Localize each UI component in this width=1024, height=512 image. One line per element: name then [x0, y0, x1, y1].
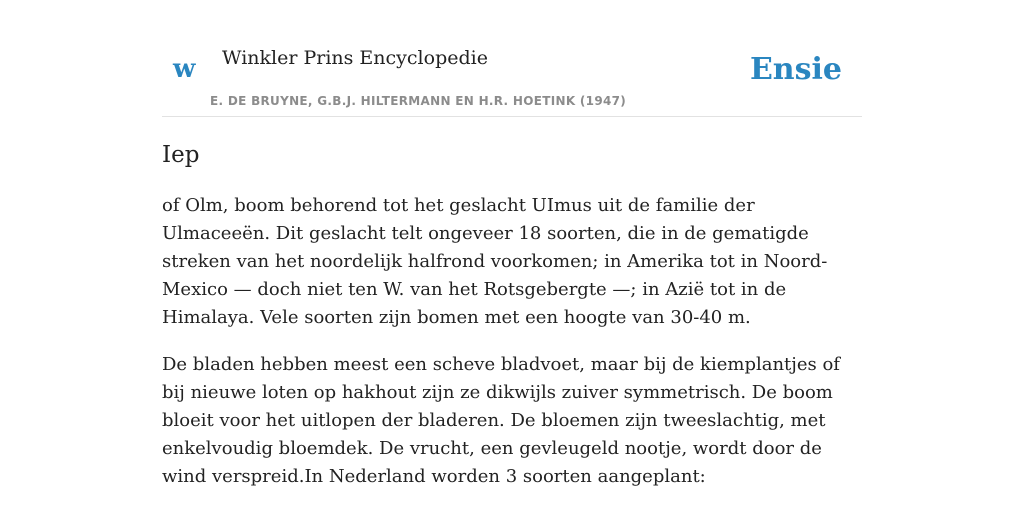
- entry-title: Iep: [162, 142, 200, 168]
- site-header: [162, 0, 862, 117]
- winkler-prins-logo[interactable]: w: [173, 54, 196, 84]
- entry-paragraph: of Olm, boom behorend tot het geslacht UImus uit de familie der Ulmaceeën. Dit geslacht telt ongeveer 18 soorten, die in de gematigde streken van het noordelijk halfrond voorkomen; in Amerika tot in Noord-Mexico — doch niet ten W. van het Rotsgebergte —; in Azië tot in de Himalaya. Vele soorten zijn bomen met een hoogte van 30-40 m.: [162, 195, 828, 328]
- ensie-logo[interactable]: Ensie: [749, 52, 842, 87]
- entry-paragraph: De bladen hebben meest een scheve bladvoet, maar bij de kiemplantjes of bij nieuwe loten op hakhout zijn ze dikwijls zuiver symmetrisch. De boom bloeit voor het uitlopen der bladeren. De bloemen zijn tweeslachtig, met enkelvoudig bloemdek. De vrucht, een gevleugeld nootje, wordt door de wind verspreid.In Nederland worden 3 soorten aangeplant:: [162, 354, 840, 487]
- book-title[interactable]: Winkler Prins Encyclopedie: [222, 47, 488, 69]
- page-container: [162, 0, 862, 487]
- book-authors: E. DE BRUYNE, G.B.J. HILTERMANN EN H.R. HOETINK (1947): [210, 94, 627, 108]
